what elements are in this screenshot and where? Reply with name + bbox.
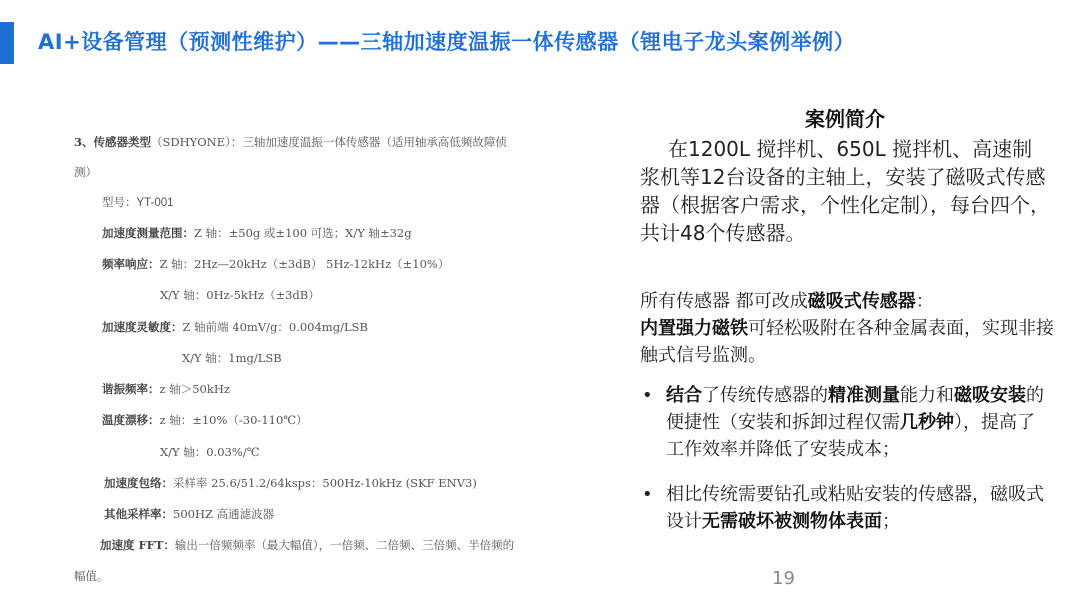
spec-sens-xy: X/Y 轴：1mg/LSB: [182, 351, 282, 365]
b1-text-1: 了传统传感器的: [702, 385, 828, 406]
spec-sens-value: Z 轴前端 40mV/g：0.004mg/LSB: [182, 320, 368, 334]
spec-model-label: 型号：: [102, 195, 137, 209]
spec-freq-label: 频率响应：: [102, 257, 160, 271]
spec-fft-label: 加速度 FFT：: [100, 538, 175, 552]
b2-strong-1: 无需破坏被测物体表面: [702, 511, 882, 532]
intro-strong-d: 内置强力磁铁: [640, 318, 748, 339]
spec-sensitivity: [102, 319, 368, 335]
b1-strong-2: 精准测量: [828, 385, 900, 406]
spec-drift-value: z 轴：±10%（-30-110℃）: [159, 413, 308, 427]
case-body: 在1200L 搅拌机、650L 搅拌机、高速制浆机等12台设备的主轴上，安装了磁吸式传感器（根据客户需求，个性化定制），每台四个，共计48个传感器。: [640, 137, 1050, 245]
spec-other-label: 其他采样率：: [104, 507, 173, 521]
intro-text-c: ：: [915, 291, 934, 312]
spec-drift-xy: X/Y 轴：0.03%/℃: [160, 445, 260, 459]
b1-strong-1: 结合: [666, 385, 702, 406]
spec-sens-label: 加速度灵敏度：: [102, 320, 183, 334]
spec-model-value: YT-001: [136, 197, 174, 209]
spec-env-label: 加速度包络：: [104, 476, 173, 490]
spec-drift: [102, 412, 308, 428]
spec-freq-xy: X/Y 轴：0Hz-5kHz（±3dB）: [160, 288, 320, 302]
list-item: [640, 382, 1050, 463]
spec-other-rate: [104, 506, 274, 522]
b1-text-2: 能力和: [900, 385, 954, 406]
intro-text-a: 所有传感器 都可改成: [640, 291, 808, 312]
spec-range-label: 加速度测量范围：: [102, 226, 194, 240]
b2-text-2: ；: [882, 511, 900, 532]
spec-envelope: [104, 475, 477, 491]
title-accent-bar: [0, 22, 14, 64]
intro-strong-b: 磁吸式传感器: [807, 291, 916, 312]
spec-drift-label: 温度漂移：: [102, 413, 160, 427]
spec-resonance: [102, 381, 230, 397]
page-title: AI+设备管理（预测性维护）——三轴加速度温振一体传感器（锂电子龙头案例举例）: [38, 30, 856, 54]
spec-type-cont: 测）: [74, 165, 97, 179]
b2-text-1: 相比传统需要钻孔或粘贴安装的传感器，磁吸式设计: [666, 484, 1044, 532]
spec-model: [102, 194, 174, 210]
b1-strong-3: 磁吸安装: [954, 385, 1026, 406]
case-summary: [640, 106, 1050, 247]
spec-fft-value: 输出一倍频频率（最大幅值），一倍频、二倍频、三倍频、半倍频的: [174, 538, 515, 552]
sensor-spec-sheet: [70, 120, 540, 590]
spec-reson-label: 谐振频率：: [102, 382, 160, 396]
case-title: 案例简介: [805, 107, 885, 131]
spec-freq: [102, 256, 449, 272]
spec-type-line: [74, 134, 507, 150]
intro-text-e: 可轻松吸附在各种金属表面，实现非接触式信号监测。: [640, 318, 1054, 366]
b1-text-4: ），提高了工作效率并降低了安装成本；: [666, 412, 1035, 460]
spec-reson-value: z 轴＞50kHz: [159, 382, 230, 396]
spec-range-value: Z 轴：±50g 或±100 可选；X/Y 轴±32g: [194, 226, 412, 240]
spec-fft-cont: 幅值。: [74, 569, 109, 583]
spec-other-value: 500HZ 高通滤波器: [173, 507, 275, 521]
magnetic-intro: [640, 288, 1060, 369]
spec-fft: [100, 537, 514, 553]
spec-range: [102, 225, 412, 241]
page-number: 19: [772, 568, 795, 589]
spec-env-value: 采样率 25.6/51.2/64ksps：500Hz-10kHz (SKF ENV3): [173, 476, 477, 490]
spec-type-value: （SDHYONE）：三轴加速度温振一体传感器（适用轴承高低频故障侦: [151, 135, 507, 149]
spec-freq-value: Z 轴：2Hz—20kHz（±3dB） 5Hz-12kHz（±10%）: [159, 257, 450, 271]
spec-type-label: 3、传感器类型: [74, 135, 152, 149]
b1-text-3: 的便捷性（安装和拆卸过程仅需: [666, 385, 1044, 433]
benefit-list: [640, 382, 1050, 553]
list-item: [640, 481, 1050, 535]
b1-strong-4: 几秒钟: [900, 412, 954, 433]
